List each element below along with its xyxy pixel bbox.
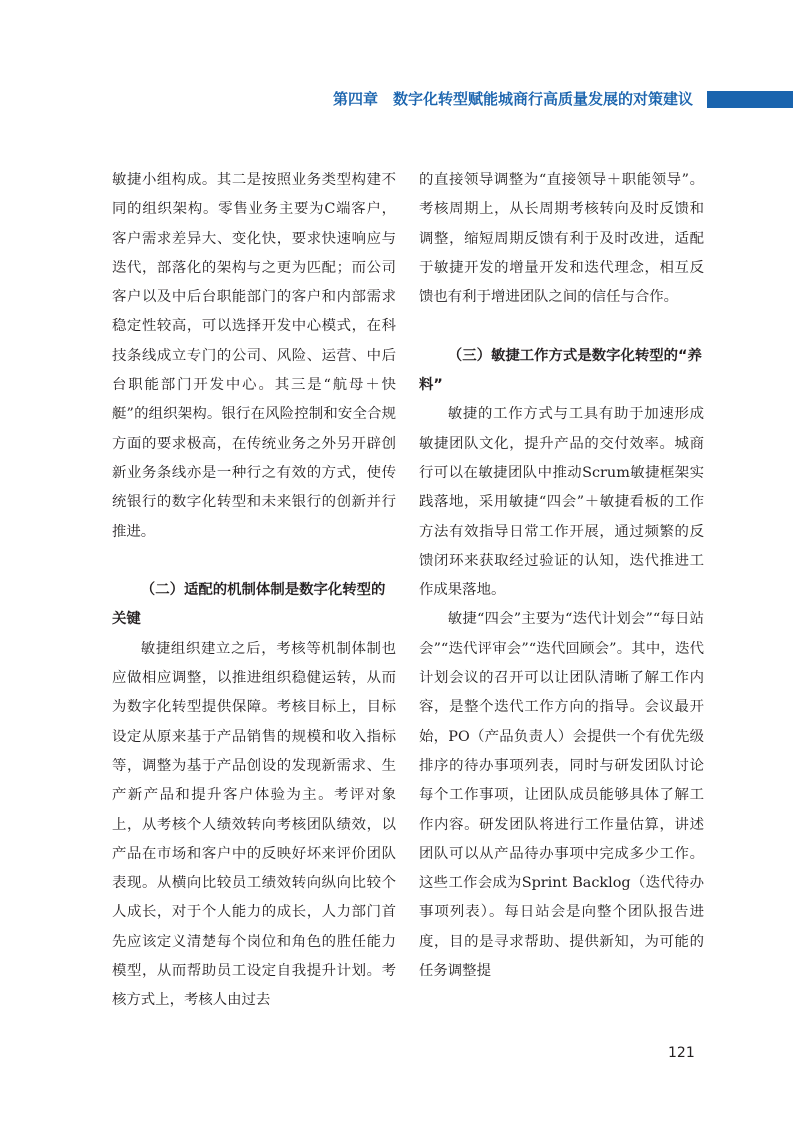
paragraph: 敏捷组织建立之后，考核等机制体制也应做相应调整，以推进组织稳健运转，从而为数字化转型提供保障。考核目标上，目标设定从原来基于产品销售的规模和收入指标等，调整为基于产品创设的发现新需求、生产新产品和提升客户体验为主。考评对象上，从考核个人绩效转向考核团队绩效，以产品在市场和客户中的反映好坏来评价团队表现。从横向比较员工绩效转向纵向比较个人成长，对于个人能力的成长，人力部门首先应该定义清楚每个岗位和角色的胜任能力模型，从而帮助员工设定自我提升计划。考核方式上，考核人由过去 <box>112 640 396 1009</box>
paragraph-continued: 敏捷小组构成。其二是按照业务类型构建不同的组织架构。零售业务主要为C端客户，客户需求差异大、变化快，要求快速响应与迭代，部落化的架构与之更为匹配；而公司客户以及中后台职能部门的客户和内部需求稳定性较高，可以选择开发中心模式，在科技条线成立专门的公司、风险、运营、中后台职能部门开发中心。其三是“航母＋快艇”的组织架构。银行在风险控制和安全合规方面的要求极高，在传统业务之外另开辟创新业务条线亦是一种行之有效的方式，使传统银行的数字化转型和未来银行的创新并行推进。 <box>112 172 396 540</box>
paragraph-continued: 的直接领导调整为“直接领导＋职能领导”。考核周期上，从长周期考核转向及时反馈和调整，缩短周期反馈有利于及时改进，适配于敏捷开发的增量开发和迭代理念，相互反馈也有利于增进团队之间的信任与合作。 <box>419 172 704 306</box>
section-heading-3: （三）敏捷工作方式是数字化转型的“养料” <box>419 347 702 394</box>
left-column <box>112 166 396 1016</box>
spacer <box>419 312 704 341</box>
chapter-header <box>0 86 793 112</box>
chapter-title: 第四章 数字化转型赋能城商行高质量发展的对策建议 <box>332 90 693 108</box>
page-number: 121 <box>668 1045 695 1061</box>
header-accent-bar <box>707 91 793 108</box>
section-heading-2: （二）适配的机制体制是数字化转型的关键 <box>112 582 386 628</box>
spacer <box>112 547 396 576</box>
paragraph: 敏捷“四会”主要为“迭代计划会”“每日站会”“迭代评审会”“迭代回顾会”。其中，迭代计划会议的召开可以让团队清晰了解工作内容，是整个迭代工作方向的指导。会议最开始，PO（产品负责人）会提供一个有优先级排序的待办事项列表，同时与研发团队讨论每个工作事项，让团队成员能够具体了解工作内容。研发团队将进行工作量估算，讲述团队可以从产品待办事项中完成多少工作。这些工作会成为Sprint Backlog（迭代待办事项列表）。每日站会是向整个团队报告进度，目的是寻求帮助、提供新知，为可能的任务调整提 <box>419 611 704 980</box>
right-column <box>419 166 704 986</box>
paragraph: 敏捷的工作方式与工具有助于加速形成敏捷团队文化，提升产品的交付效率。城商行可以在敏捷团队中推动Scrum敏捷框架实践落地，采用敏捷“四会”＋敏捷看板的工作方法有效指导日常工作开展，通过频繁的反馈闭环来获取经过验证的认知，迭代推进工作成果落地。 <box>419 406 704 599</box>
